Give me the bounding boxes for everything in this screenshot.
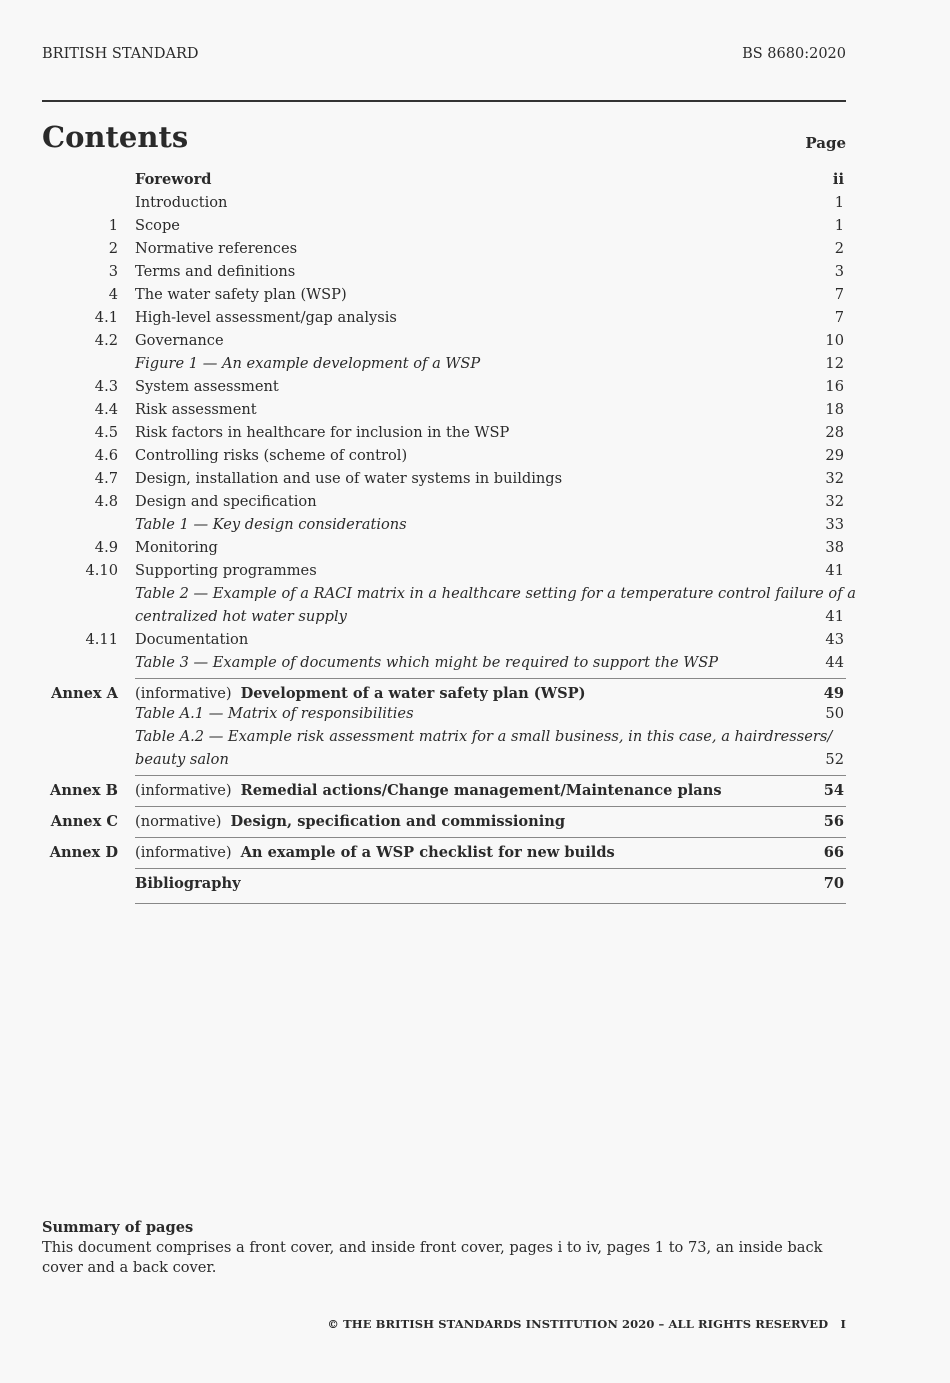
toc-entry-page: 43 <box>825 631 844 648</box>
annex-title: Development of a water safety plan (WSP) <box>240 685 586 702</box>
annex-type: (informative) <box>135 844 232 861</box>
toc-entry-page: 1 <box>834 194 844 211</box>
toc-entry-number: 4.8 <box>94 493 118 510</box>
table-of-contents <box>42 168 856 899</box>
toc-entry-page: 28 <box>825 424 844 441</box>
toc-table-entry[interactable] <box>42 651 846 674</box>
toc-annex-b[interactable] <box>42 775 846 806</box>
toc-entry-title: Foreword <box>135 171 212 188</box>
annex-title: An example of a WSP checklist for new builds <box>240 844 615 861</box>
toc-entry-number: 4.10 <box>85 562 118 579</box>
toc-entry-number: 4.2 <box>94 332 118 349</box>
toc-entry[interactable] <box>42 375 846 398</box>
toc-entry-title: System assessment <box>135 378 279 395</box>
toc-entry-foreword[interactable] <box>42 168 846 191</box>
toc-entry-page: 7 <box>834 309 844 326</box>
toc-entry-page: 44 <box>825 654 844 671</box>
toc-entry-page: 3 <box>834 263 844 280</box>
toc-annex-d[interactable] <box>42 837 846 868</box>
toc-figure-entry[interactable] <box>42 352 846 375</box>
annex-label: Annex A <box>51 685 118 702</box>
toc-entry-title: Table A.1 — Matrix of responsibilities <box>135 705 414 722</box>
toc-entry-title: Table 2 — Example of a RACI matrix in a healthcare setting for a temperature control failure of a <box>135 585 856 602</box>
toc-entry-number: 4 <box>108 286 118 303</box>
toc-entry-title: High-level assessment/gap analysis <box>135 309 397 326</box>
copyright-footer: © THE BRITISH STANDARDS INSTITUTION 2020 – ALL RIGHTS RESERVED I <box>327 1317 846 1331</box>
toc-entry-number: 4.9 <box>94 539 118 556</box>
toc-entry-title: Supporting programmes <box>135 562 317 579</box>
toc-entry-title: Table 3 — Example of documents which might be required to support the WSP <box>135 654 719 671</box>
toc-entry-page: 49 <box>823 685 844 702</box>
annex-type: (normative) <box>135 813 222 830</box>
toc-entry[interactable] <box>42 237 846 260</box>
toc-entry-number: 4.5 <box>94 424 118 441</box>
toc-entry-page: 70 <box>823 875 844 892</box>
toc-entry[interactable] <box>42 421 846 444</box>
toc-annex-c[interactable] <box>42 806 846 837</box>
toc-entry[interactable] <box>42 329 846 352</box>
toc-entry-title: Design, installation and use of water systems in buildings <box>135 470 563 487</box>
toc-entry-page: 29 <box>825 447 844 464</box>
toc-entry[interactable] <box>42 490 846 513</box>
toc-entry-page: 56 <box>823 813 844 830</box>
toc-entry-number: 1 <box>108 217 118 234</box>
toc-entry-number: 4.7 <box>94 470 118 487</box>
page-column-label: Page <box>805 134 846 152</box>
toc-entry[interactable] <box>42 628 846 651</box>
toc-entry-title: Governance <box>135 332 224 349</box>
toc-entry-page: 66 <box>823 844 844 861</box>
header-rule <box>42 100 846 102</box>
toc-entry[interactable] <box>42 467 846 490</box>
toc-entry[interactable] <box>42 191 846 214</box>
toc-table-entry[interactable] <box>42 513 846 536</box>
toc-bibliography[interactable] <box>42 868 846 899</box>
toc-entry-page: ii <box>832 171 844 188</box>
toc-entry-title: Controlling risks (scheme of control) <box>135 447 408 464</box>
toc-entry-page: 38 <box>825 539 844 556</box>
toc-entry-title: Monitoring <box>135 539 218 556</box>
toc-entry-page: 41 <box>825 608 844 625</box>
toc-entry-page: 2 <box>834 240 844 257</box>
toc-entry-title: Design and specification <box>135 493 317 510</box>
toc-entry-title: Bibliography <box>135 875 241 892</box>
toc-entry-page: 18 <box>825 401 844 418</box>
toc-end-rule <box>135 903 846 904</box>
toc-entry-number: 2 <box>108 240 118 257</box>
toc-entry[interactable] <box>42 398 846 421</box>
summary-title: Summary of pages <box>42 1219 194 1236</box>
toc-entry-page: 32 <box>825 493 844 510</box>
page-title: Contents <box>42 120 189 154</box>
toc-entry-page: 32 <box>825 470 844 487</box>
annex-label: Annex C <box>50 813 118 830</box>
toc-entry-page: 33 <box>825 516 844 533</box>
toc-table-entry[interactable] <box>42 725 846 748</box>
toc-entry-page: 41 <box>825 562 844 579</box>
toc-table-entry[interactable] <box>42 702 846 725</box>
toc-entry[interactable] <box>42 444 846 467</box>
annex-title: Design, specification and commissioning <box>230 813 566 830</box>
toc-entry-page: 12 <box>825 355 844 372</box>
toc-entry-number: 3 <box>108 263 118 280</box>
toc-entry-title: Risk factors in healthcare for inclusion in the WSP <box>135 424 510 441</box>
toc-table-entry[interactable] <box>42 582 856 605</box>
summary-of-pages <box>42 1218 852 1278</box>
toc-entry-page: 50 <box>825 705 844 722</box>
toc-table-entry-continued[interactable] <box>42 605 846 628</box>
toc-entry-number: 4.1 <box>94 309 118 326</box>
header-standard-number: BS 8680:2020 <box>742 46 846 62</box>
toc-entry[interactable] <box>42 260 846 283</box>
toc-entry[interactable] <box>42 536 846 559</box>
toc-entry-title: centralized hot water supply <box>135 608 347 625</box>
annex-title: Remedial actions/Change management/Maintenance plans <box>240 782 722 799</box>
toc-entry-page: 1 <box>834 217 844 234</box>
toc-entry-title: Scope <box>135 217 180 234</box>
toc-entry-title: Documentation <box>135 631 249 648</box>
toc-entry[interactable] <box>42 559 846 582</box>
toc-entry-title: Normative references <box>135 240 298 257</box>
toc-entry-page: 54 <box>823 782 844 799</box>
toc-entry-title: beauty salon <box>135 751 229 768</box>
toc-entry-number: 4.11 <box>85 631 118 648</box>
annex-type: (informative) <box>135 782 232 799</box>
toc-entry-title: The water safety plan (WSP) <box>135 286 347 303</box>
annex-type: (informative) <box>135 685 232 702</box>
header-standard-label: BRITISH STANDARD <box>42 46 199 62</box>
toc-entry[interactable] <box>42 306 846 329</box>
toc-entry-number: 4.3 <box>94 378 118 395</box>
toc-entry-title: Introduction <box>135 194 228 211</box>
annex-label: Annex B <box>50 782 118 799</box>
toc-entry-title: Figure 1 — An example development of a WSP <box>135 355 481 372</box>
toc-table-entry-continued[interactable] <box>42 748 846 771</box>
toc-entry[interactable] <box>42 283 846 306</box>
toc-entry-title: Table 1 — Key design considerations <box>135 516 407 533</box>
annex-label: Annex D <box>49 844 118 861</box>
toc-entry-page: 7 <box>834 286 844 303</box>
toc-entry-title: Table A.2 — Example risk assessment matrix for a small business, in this case, a hairdressers/ <box>135 728 833 745</box>
toc-entry-page: 10 <box>825 332 844 349</box>
toc-entry-number: 4.4 <box>94 401 118 418</box>
toc-entry-page: 16 <box>825 378 844 395</box>
toc-entry[interactable] <box>42 214 846 237</box>
running-header <box>42 46 846 66</box>
toc-entry-page: 52 <box>825 751 844 768</box>
toc-entry-number: 4.6 <box>94 447 118 464</box>
summary-text: This document comprises a front cover, and inside front cover, pages i to iv, pages 1 to 73, an inside back cover and a back cover. <box>42 1239 823 1276</box>
toc-entry-title: Terms and definitions <box>135 263 296 280</box>
toc-entry-title: Risk assessment <box>135 401 257 418</box>
